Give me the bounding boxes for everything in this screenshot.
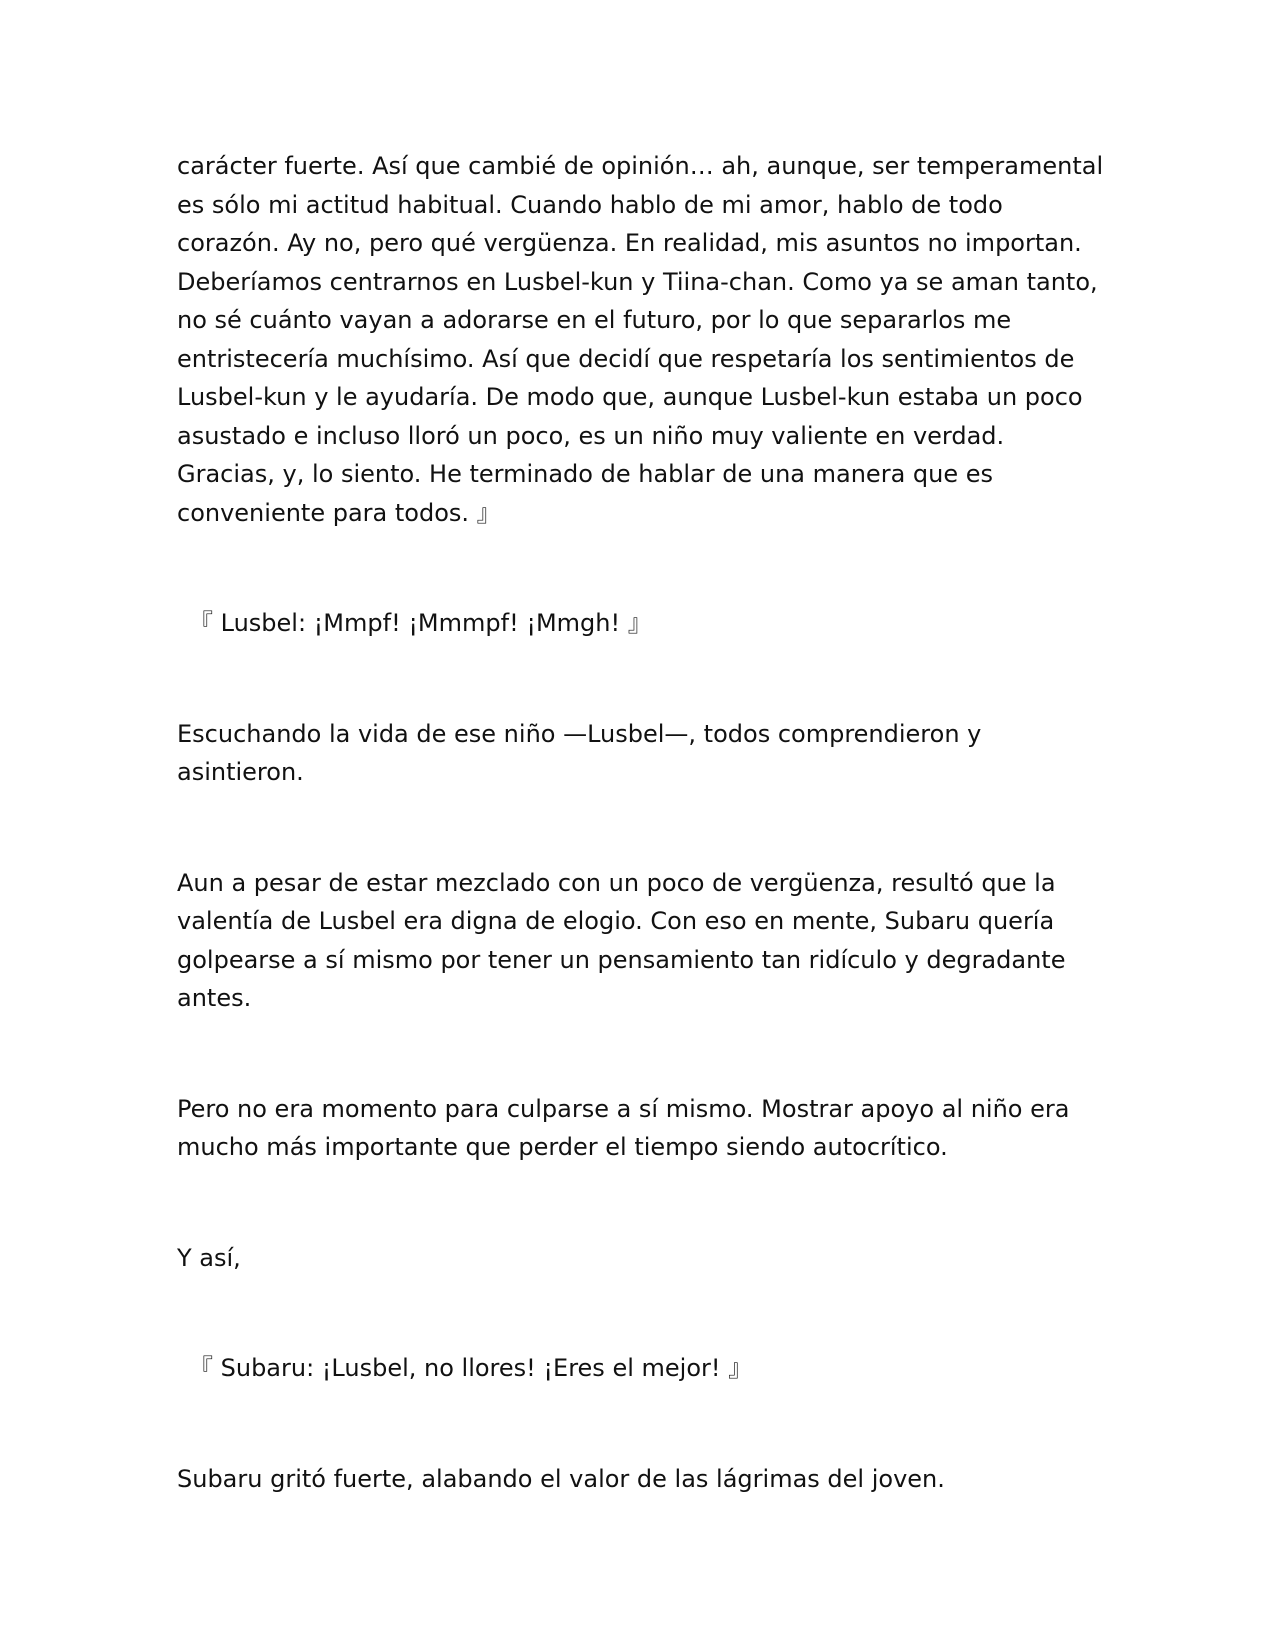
spacer (177, 532, 1107, 604)
spacer (177, 1018, 1107, 1090)
spacer (177, 643, 1107, 715)
document-body (177, 147, 1107, 1498)
spacer (177, 1277, 1107, 1349)
spacer (177, 1388, 1107, 1460)
spacer (177, 792, 1107, 864)
paragraph-momento: Pero no era momento para culparse a sí mismo. Mostrar apoyo al niño era mucho más importante que perder el tiempo siendo autocrítico. (177, 1094, 1070, 1161)
dialogue-subaru: 『 Subaru: ¡Lusbel, no llores! ¡Eres el mejor! 』 (189, 1354, 753, 1382)
paragraph-continuation: carácter fuerte. Así que cambié de opinión… ah, aunque, ser temperamental es sólo mi actitud habitual. Cuando hablo de mi amor, hablo de todo corazón. Ay no, pero qué vergüenza. En realidad, mis asuntos no importan. Deberíamos centrarnos en Lusbel-kun y Tiina-chan. Como ya se aman tanto, no sé cuánto vayan a adorarse en el futuro, por lo que separarlos me entristecería muchísimo. Así que decidí que respetaría los sentimientos de Lusbel-kun y le ayudaría. De modo que, aunque Lusbel-kun estaba un poco asustado e incluso lloró un poco, es un niño muy valiente en verdad. Gracias, y, lo siento. He terminado de hablar de una manera que es conveniente para todos. 』 (177, 152, 1104, 527)
paragraph-valentia: Aun a pesar de estar mezclado con un poco de vergüenza, resultó que la valentía de Lusbel era digna de elogio. Con eso en mente, Subaru quería golpearse a sí mismo por tener un pensamiento tan ridículo y degradante antes. (177, 868, 1066, 1012)
spacer (177, 1167, 1107, 1239)
paragraph-listening: Escuchando la vida de ese niño —Lusbel—, todos comprendieron y asintieron. (177, 719, 982, 786)
paragraph-y-asi: Y así, (177, 1243, 241, 1272)
dialogue-lusbel: 『 Lusbel: ¡Mmpf! ¡Mmmpf! ¡Mmgh! 』 (189, 609, 652, 637)
paragraph-grito: Subaru gritó fuerte, alabando el valor de las lágrimas del joven. (177, 1464, 945, 1493)
